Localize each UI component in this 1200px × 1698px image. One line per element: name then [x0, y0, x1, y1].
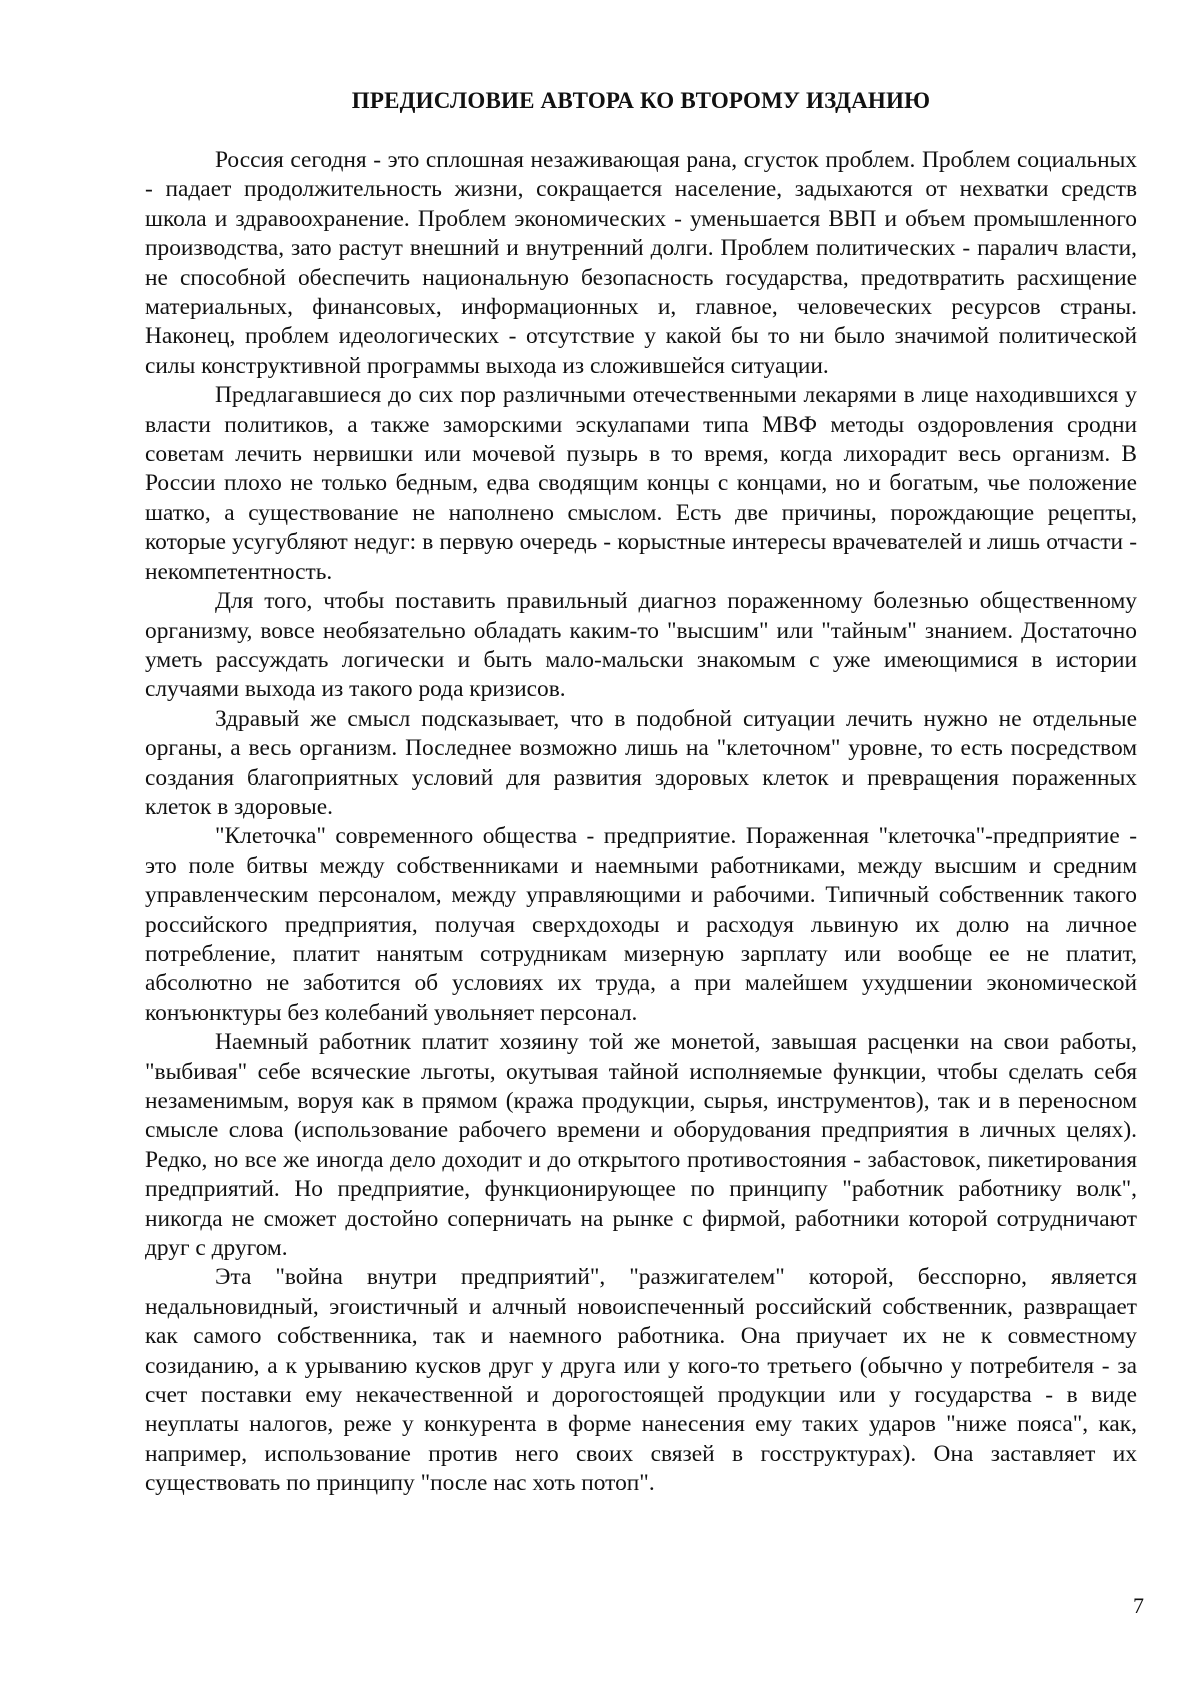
paragraph-4: Здравый же смысл подсказывает, что в подобной ситуации лечить нужно не отдельные органы, а весь организм. Последнее возможно лишь на "клеточном" уровне, то есть посредством создания благоприятных условий для развития здоровых клеток и превращения пораженных клеток в здоровые. — [145, 705, 1137, 820]
page-title: ПРЕДИСЛОВИЕ АВТОРА КО ВТОРОМУ ИЗДАНИЮ — [351, 88, 931, 113]
paragraph-5: "Клеточка" современного общества - предприятие. Пораженная "клеточка"-предприятие - это поле битвы между собственниками и наемными работниками, между высшим и средним управленческим персоналом, между управляющими и рабочими. Типичный собственник такого российского предприятия, получая сверхдоходы и расходуя львиную их долю на личное потребление, платит нанятым сотрудникам мизерную зарплату или вообще ее не платит, абсолютно не заботится об условиях их труда, а при малейшем ухудшении экономической конъюнктуры без колебаний увольняет персонал. — [145, 823, 1137, 1026]
paragraph-3: Для того, чтобы поставить правильный диагноз пораженному болезнью общественному организму, вовсе необязательно обладать каким-то "высшим" или "тайным" знанием. Достаточно уметь рассуждать логически и быть мало-мальски знакомым с уже имеющимися в истории случаями выхода из такого рода кризисов. — [145, 588, 1137, 703]
paragraph-1: Россия сегодня - это сплошная незаживающая рана, сгусток проблем. Проблем социальных - падает продолжительность жизни, сокращается население, задыхаются от нехватки средств школа и здравоохранение. Проблем экономических - уменьшается ВВП и объем промышленного производства, зато растут внешний и внутренний долги. Проблем политических - паралич власти, не способной обеспечить национальную безопасность государства, предотвратить расхищение материальных, финансовых, информационных и, главное, человеческих ресурсов страны. Наконец, проблем идеологических - отсутствие у какой бы то ни было значимой политической силы конструктивной программы выхода из сложившейся ситуации. — [145, 147, 1137, 379]
paragraph-6: Наемный работник платит хозяину той же монетой, завышая расценки на свои работы, "выбивая" себе всяческие льготы, окутывая тайной исполняемые функции, чтобы сделать себя незаменимым, воруя как в прямом (кража продукции, сырья, инструментов), так и в переносном смысле слова (использование рабочего времени и оборудования предприятия в личных целях). Редко, но все же иногда дело доходит и до открытого противостояния - забастовок, пикетирования предприятий. Но предприятие, функционирующее по принципу "работник работнику волк", никогда не сможет достойно соперничать на рынке с фирмой, работники которой сотрудничают друг с другом. — [145, 1029, 1137, 1262]
paragraph-7: Эта "война внутри предприятий", "разжигателем" которой, бесспорно, является недальновидный, эгоистичный и алчный новоиспеченный российский собственник, развращает как самого собственника, так и наемного работника. Она приучает их не к совместному созиданию, а к урыванию кусков друг у друга или у кого-то третьего (обычно у потребителя - за счет поставки ему некачественной и дорогостоящей продукции или у государства - в виде неуплаты налогов, реже у конкурента в форме нанесения ему таких ударов "ниже пояса", как, например, использование против него своих связей в госструктурах). Она заставляет их существовать по принципу "после нас хоть потоп". — [145, 1264, 1137, 1497]
page-number: 7 — [1133, 1593, 1144, 1618]
body-text — [145, 146, 1137, 1499]
paragraph-2: Предлагавшиеся до сих пор различными отечественными лекарями в лице находившихся у власти политиков, а также заморскими эскулапами типа МВФ методы оздоровления сродни советам лечить нервишки или мочевой пузырь в то время, когда лихорадит весь организм. В России плохо не только бедным, едва сводящим концы с концами, но и богатым, чье положение шатко, а существование не наполнено смыслом. Есть две причины, порождающие рецепты, которые усугубляют недуг: в первую очередь - корыстные интересы врачевателей и лишь отчасти - некомпетентность. — [145, 382, 1137, 585]
